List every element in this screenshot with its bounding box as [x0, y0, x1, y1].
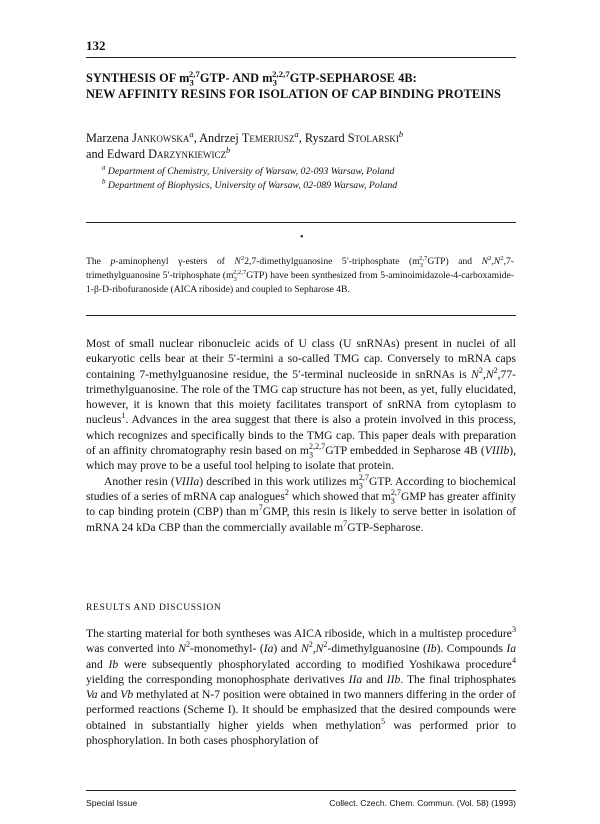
- ornament-dot: •: [300, 232, 304, 243]
- header-rule: [86, 57, 516, 58]
- footer-rule: [86, 790, 516, 791]
- abstract: The p-aminophenyl γ-esters of $N^22,7$-dimethylguanosine 5′-triphosphate $(m_3^{2,7}GTP)$ and $N^2,N^2,7$-trimethylguanosine 5′-triphosphate $(m_3^{2,2,7}GTP)$ have been synthesized from 5-aminoimidazole-4-carboxamide-1-β-D-ribofuranoside (AICA riboside) and coupled to Sepharose 4B.: [86, 254, 514, 295]
- affiliation-b: $^b$ Department of Biophysics, University of Warsaw, 02-089 Warsaw, Poland: [102, 178, 398, 191]
- author-list: Marzena Jankowska$^a$, Andrzej Temeriusz$^a$, Ryszard Stolarski$^b$ and Edward Darzynkiewicz$^b$: [86, 128, 404, 161]
- page-number: 132: [86, 38, 106, 53]
- footer-right: Collect. Czech. Chem. Commun. (Vol. 58) (1993): [329, 798, 516, 808]
- affiliation-a: $^a$ Department of Chemistry, University of Warsaw, 02-093 Warsaw, Poland: [102, 164, 395, 177]
- results-text: [86, 626, 516, 748]
- paragraph-2: Another resin (VIIIa) described in this work utilizes $m_3^{2,7}GTP$. According to biochemical studies of a series of mRNA cap analogues$^2$ which showed that $m_3^{2,7}GMP$ has greater affinity to cap binding protein (CBP) than $m^7GMP$, this resin is likely to serve better in isolation of mRNA 24 kDa CBP than the commercially available $m^7GTP$-Sepharose.: [86, 472, 516, 534]
- article-title: SYNTHESIS OF $m_3^{2,7}GTP-$ AND $m_3^{2,2,7}GTP$-SEPHAROSE 4B: NEW AFFINITY RESINS FOR ISOLATION OF CAP BINDING PROTEINS: [86, 68, 501, 101]
- paragraph-1: Most of small nuclear ribonucleic acids of U class (U snRNAs) present in nuclei of all eukaryotic cells bear at their 5′-termini a so-called TMG cap. Conversely to mRNA caps containing 7-methylguanosine residue, the 5′-terminal nucleoside in snRNAs is $N^2,N^2,77$-trimethylguanosine. The role of the TMG cap structure has not been, as yet, fully elucidated, however, it is known that this moiety facilitates transport of snRNA from cytoplasm to nucleus$^1$. Advances in the area suggest that there is also a protein involved in this process, which recognizes and specifically binds to the TMG cap. This paper deals with preparation of an affinity chromatography resin based on $m_3^{2,2,7}GTP$ embedded in Sepharose 4B (VIIIb), which may prove to be a useful tool helping to isolate that protein.: [86, 337, 517, 473]
- footer-left: Special Issue: [86, 798, 138, 808]
- affiliations: [102, 165, 522, 193]
- abstract-bottom-rule: [86, 315, 516, 316]
- section-heading: RESULTS AND DISCUSSION: [86, 602, 222, 613]
- intro-text: [86, 336, 516, 535]
- abstract-top-rule: [86, 222, 516, 223]
- paragraph-3: The starting material for both syntheses was AICA riboside, which in a multistep procedure$^3$ was converted into $N^2-monomethyl-$ (Ia) and $N^2,N^2$-dimethylguanosine (Ib). Compounds Ia and Ib were subsequently phosphorylated according to modified Yoshikawa procedure$^4$ yielding the corresponding monophosphate derivatives IIa and IIb. The final triphosphates Va and Vb methylated at N-7 position were obtained in two manners differing in the order of performed reactions (Scheme I). It should be emphasized that the desired compounds were obtained in substantially higher yields when methylation$^5$ was performed prior to phosphorylation. In both cases phosphorylation of: [86, 625, 517, 748]
